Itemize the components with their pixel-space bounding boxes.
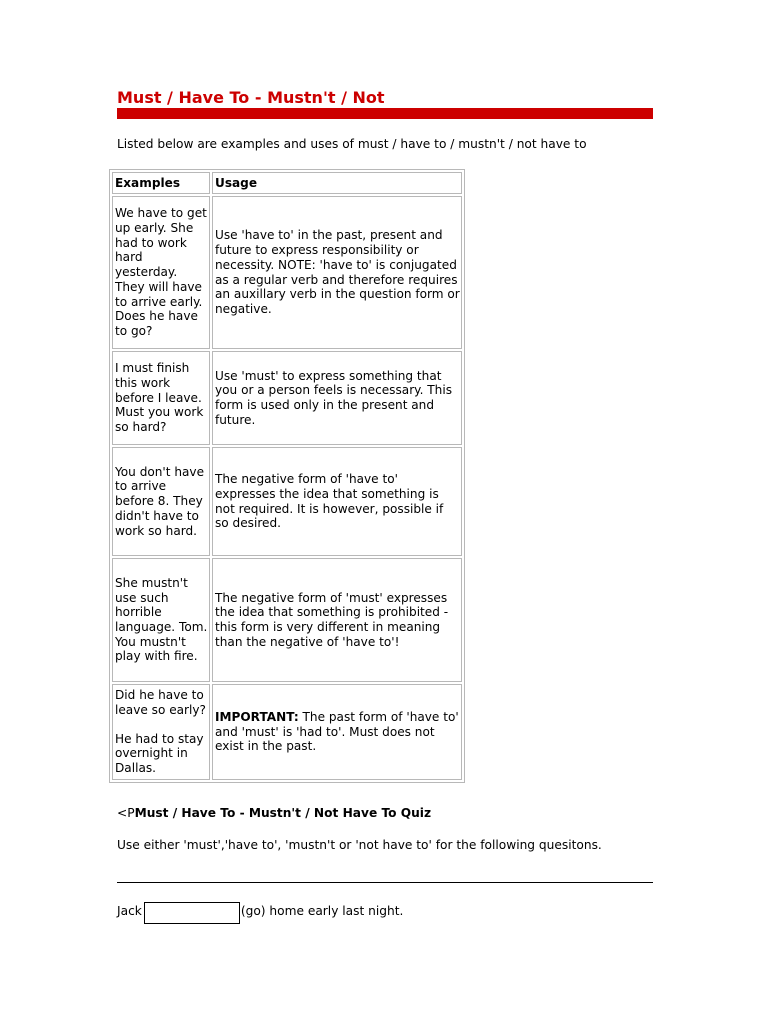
- usage-text: The negative form of 'must' expresses the idea that something is prohibited - this form is very different in meaning than the negative of 'have to'!: [215, 590, 449, 649]
- table-row: [112, 558, 462, 682]
- example-text: She mustn't use such horrible language. Tom. You mustn't play with fire.: [115, 575, 208, 664]
- page-title: Must / Have To - Mustn't / Not: [117, 88, 385, 107]
- column-header-usage: Usage: [212, 172, 462, 194]
- table-row: [112, 196, 462, 349]
- examples-table: [109, 169, 465, 783]
- example-text: We have to get up early. She had to work hard yesterday. They will have to arrive early. Does he have to go?: [115, 206, 207, 338]
- important-label: IMPORTANT:: [215, 709, 299, 724]
- quiz-instructions: Use either 'must','have to', 'mustn't or 'not have to' for the following quesitons.: [117, 838, 602, 852]
- question-1-prefix: Jack: [117, 904, 142, 918]
- quiz-question-1: [117, 902, 403, 924]
- answer-input-1[interactable]: [144, 902, 240, 924]
- quiz-heading: [117, 806, 431, 821]
- table-row: [112, 684, 462, 780]
- usage-text: Use 'have to' in the past, present and future to express responsibility or necessity. NOTE: 'have to' is conjugated as a regular verb and therefore requires an auxillary verb in the question form or negative.: [215, 228, 460, 316]
- example-cell: [112, 196, 210, 349]
- table-row: [112, 351, 462, 445]
- usage-text: Use 'must' to express something that you or a person feels is necessary. This form is used only in the present and future.: [215, 368, 452, 427]
- example-cell: [112, 447, 210, 556]
- usage-cell: [212, 684, 462, 780]
- usage-cell: [212, 196, 462, 349]
- intro-text: Listed below are examples and uses of must / have to / mustn't / not have to: [117, 137, 587, 151]
- stray-markup-prefix: <P: [117, 806, 135, 820]
- usage-cell: [212, 447, 462, 556]
- example-cell: [112, 558, 210, 682]
- column-header-examples: Examples: [112, 172, 210, 194]
- question-1-suffix: (go) home early last night.: [240, 904, 404, 918]
- example-cell: [112, 351, 210, 445]
- example-cell: [112, 684, 210, 780]
- horizontal-divider: [117, 882, 653, 883]
- table-header-row: [112, 172, 462, 194]
- table-row: [112, 447, 462, 556]
- example-text: He had to stay overnight in Dallas.: [115, 731, 204, 776]
- example-text: Did he have to leave so early?: [115, 688, 206, 717]
- example-text: I must finish this work before I leave. Must you work so hard?: [115, 361, 204, 435]
- example-text: You don't have to arrive before 8. They didn't have to work so hard.: [115, 464, 205, 538]
- quiz-title: Must / Have To - Mustn't / Not Have To Quiz: [134, 806, 432, 820]
- usage-text-body: The past form of 'have to' and 'must' is 'had to'. Must does not exist in the past.: [215, 709, 459, 754]
- usage-cell: [212, 351, 462, 445]
- usage-text: The negative form of 'have to' expresses the idea that something is not required. It is however, possible if so desired.: [215, 472, 444, 531]
- usage-text: [215, 710, 460, 754]
- usage-cell: [212, 558, 462, 682]
- title-underline-bar: [117, 108, 653, 119]
